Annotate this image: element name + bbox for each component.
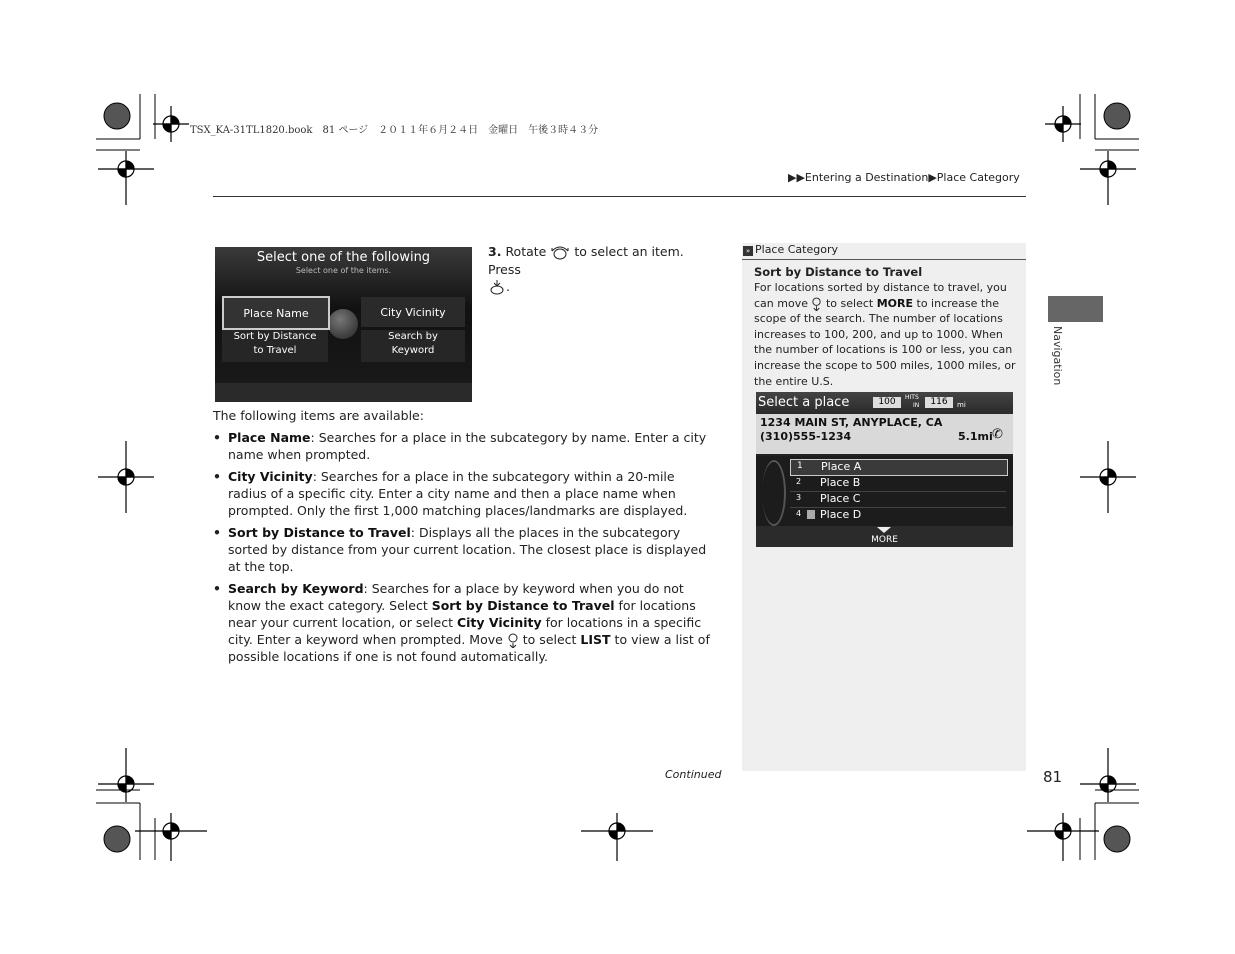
page-number: 81 [1043, 768, 1063, 786]
address-text: 1234 MAIN ST, ANYPLACE, CA [760, 416, 943, 429]
phone-icon: ✆ [992, 427, 1003, 442]
list-item [213, 524, 716, 575]
row-name: Place B [820, 476, 861, 489]
sidebar-subheading: Sort by Distance to Travel [754, 265, 923, 279]
bullet-term: Search by Keyword [228, 581, 364, 596]
breadcrumb-arrow-icon: ▶ [928, 171, 937, 184]
rotate-knob-icon [550, 245, 570, 261]
list-item [213, 468, 716, 519]
screen1-item-city-vicinity[interactable]: City Vicinity [361, 297, 465, 327]
bullet-keyword: City Vicinity [456, 615, 542, 630]
bullet-text: for locations in a specific city. Enter a keyword when prompted. Move [228, 615, 702, 647]
row-number: 2 [796, 477, 802, 486]
bullet-keyword: LIST [580, 632, 611, 647]
breadcrumb [788, 171, 1020, 184]
bullet-text: to view a list of possible locations if one is not found automatically. [228, 632, 710, 664]
step-number: 3. [488, 244, 502, 259]
header-rule [213, 196, 1026, 197]
row-number: 4 [796, 509, 802, 518]
screen1-title: Select one of the following [256, 250, 431, 265]
bullet-term: Place Name [228, 430, 311, 445]
side-tab-label: Navigation [1051, 326, 1064, 386]
row-name: Place A [821, 460, 862, 473]
screen-select-place [756, 392, 1013, 547]
bullet-text: : Displays all the places in the subcategory sorted by distance from your current location. The closest place is displayed at the top. [228, 525, 707, 574]
hits-value: 100 [873, 397, 901, 408]
move-knob-icon [811, 297, 822, 311]
bullet-term: Sort by Distance to Travel [228, 525, 411, 540]
step-text-end: . [506, 278, 510, 294]
list-item [213, 429, 716, 463]
step-3 [488, 243, 718, 295]
move-knob-icon [507, 633, 519, 648]
section-tab [1048, 296, 1103, 322]
bullet-text: to select [518, 632, 581, 647]
radius-value: 116 [925, 397, 953, 408]
bullet-keyword: Sort by Distance to Travel [431, 598, 615, 613]
sidebar-heading [742, 243, 1026, 260]
sidebar-text: to select [825, 296, 874, 310]
press-knob-icon [488, 279, 506, 295]
screen1-subtitle: Select one of the items. [295, 266, 392, 275]
more-label: MORE [871, 535, 898, 545]
bullet-text: : Searches for a place in the subcategory by name. Enter a city name when prompted. [228, 430, 707, 462]
list-item [213, 580, 716, 665]
hits-label-bottom: IN [913, 402, 920, 409]
phone-text: (310)555-1234 [760, 430, 852, 443]
sidebar-paragraph [754, 280, 1016, 389]
step-text-select: to select an item. Press [488, 244, 684, 277]
sidebar-note [742, 243, 1026, 771]
row-name: Place C [820, 492, 861, 505]
screen1-item-search-by-keyword[interactable]: Search by Keyword [361, 330, 465, 362]
hits-label-top: HITS [905, 394, 919, 401]
screen2-header [756, 392, 1013, 414]
screen2-title: Select a place [758, 395, 850, 410]
more-button[interactable] [756, 526, 1013, 547]
screen1-item-place-name[interactable]: Place Name [222, 296, 330, 330]
sidebar-text: to increase the scope of the search. The number of locations increases to 100, 200, and up to 1000. When the number of locations is 100 or less, you can increase the scope to 500 miles, 1000 miles, or the entire U.S. [754, 296, 1016, 388]
breadcrumb-part2: Place Category [936, 171, 1020, 184]
screen1-bottom-bar [215, 383, 472, 402]
screen2-list [756, 456, 1013, 526]
more-arrow-icon [877, 527, 891, 533]
bullet-term: City Vicinity [228, 469, 313, 484]
sidebar-text: For locations sorted by distance to travel, you can move [754, 281, 1007, 310]
screen1-item-sort-by-distance[interactable]: Sort by Distance to Travel [222, 330, 328, 362]
table-row[interactable] [790, 508, 1006, 523]
radius-unit: mi [957, 401, 966, 409]
table-row[interactable] [790, 459, 1008, 476]
screen2-knob-arc [762, 460, 786, 526]
distance-text: 5.1mi [958, 430, 993, 443]
continued-label: Continued [665, 768, 722, 781]
screen1-knob [328, 309, 358, 339]
building-icon [807, 510, 815, 519]
breadcrumb-arrow-icon: ▶▶ [788, 171, 805, 184]
table-row[interactable] [790, 476, 1006, 492]
intro-text: The following items are available: [213, 408, 424, 423]
screen-select-item [215, 247, 472, 402]
table-row[interactable] [790, 492, 1006, 508]
bullet-text: : Searches for a place in the subcategory within a 20-mile radius of a specific city. Enter a city name and then a place name when prompted. Only the first 1,000 matching places/landmarks are displayed. [228, 469, 688, 518]
row-number: 3 [796, 493, 802, 502]
step-text-rotate: Rotate [505, 244, 547, 259]
items-list [213, 429, 716, 670]
screen2-address-panel [756, 414, 1013, 454]
sidebar-heading-text: Place Category [755, 243, 838, 256]
row-name: Place D [820, 508, 862, 521]
note-arrow-icon: » [743, 246, 753, 256]
bullet-text: for locations near your current location, or select [228, 598, 696, 630]
breadcrumb-part1: Entering a Destination [804, 171, 929, 184]
print-header: TSX_KA-31TL1820.book 81 ページ ２０１１年６月２４日 金曜日 午後３時４３分 [190, 125, 599, 136]
bullet-text: : Searches for a place by keyword when you do not know the exact category. Select [228, 581, 684, 613]
row-number: 1 [797, 461, 803, 471]
sidebar-keyword: MORE [876, 296, 914, 310]
